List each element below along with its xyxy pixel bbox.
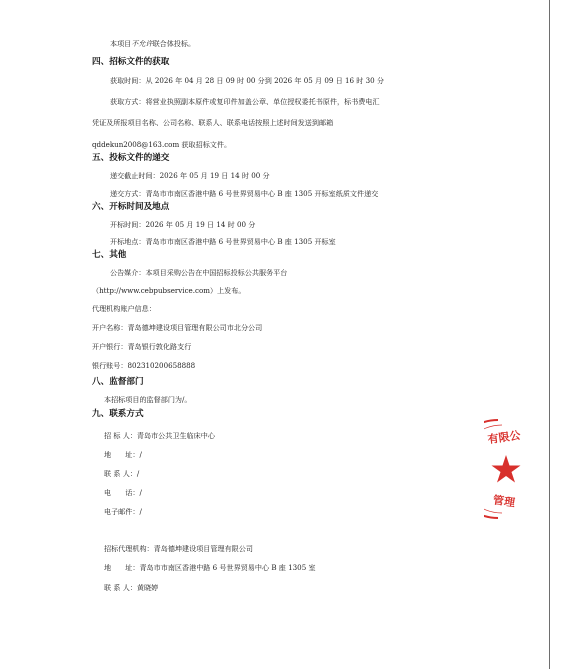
agency-line: 联 系 人：黄晓婷 xyxy=(104,583,159,592)
seal-text-top: 有限公 xyxy=(486,428,522,447)
contact-line: 电子邮件：/ xyxy=(104,507,142,516)
text-line: 开标时间：2026 年 05 月 19 日 14 时 00 分 xyxy=(110,220,256,229)
text-italic: 不允许 xyxy=(131,39,153,48)
text-line: 递交方式：青岛市市南区香港中路 6 号世界贸易中心 B 座 1305 开标室纸质文件递交 xyxy=(110,189,379,198)
text-line: （http://www.cebpubservice.com）上发布。 xyxy=(92,286,246,295)
red-seal-icon xyxy=(484,417,528,521)
text-line: 开户名称：青岛德坤建设项目管理有限公司市北分公司 xyxy=(92,323,263,332)
text-plain: 本项目 xyxy=(110,39,132,48)
text-line: 本招标项目的监督部门为/。 xyxy=(104,395,192,404)
text-line xyxy=(110,40,195,47)
contact-line: 电 话：/ xyxy=(104,488,142,497)
text-line: 公告媒介：本项目采购公告在中国招标投标公共服务平台 xyxy=(110,268,288,277)
text-line: 代理机构账户信息： xyxy=(92,304,156,313)
section-heading: 八、监督部门 xyxy=(92,377,144,387)
section-heading: 四、招标文件的获取 xyxy=(92,57,170,67)
contact-line: 地 址：/ xyxy=(104,450,142,459)
text-line: 获取时间：从 2026 年 04 月 28 日 09 时 00 分到 2026 年 05 月 09 日 16 时 30 分 xyxy=(110,76,385,85)
text-line: 凭证及所报项目名称、公司名称、联系人、联系电话按照上述时间发送到邮箱 xyxy=(92,118,334,127)
text-line: 开标地点：青岛市市南区香港中路 6 号世界贸易中心 B 座 1305 开标室 xyxy=(110,237,336,246)
text-line: 递交截止时间：2026 年 05 月 19 日 14 时 00 分 xyxy=(110,171,270,180)
agency-line: 招标代理机构：青岛德坤建设项目管理有限公司 xyxy=(104,544,253,553)
contact-line: 招 标 人：青岛市公共卫生临床中心 xyxy=(104,431,215,440)
section-heading: 五、投标文件的递交 xyxy=(92,153,170,163)
text-line: 开户银行：青岛银行敦化路支行 xyxy=(92,342,192,351)
text-plain: 联合体投标。 xyxy=(152,39,196,48)
page-edge-line xyxy=(549,0,550,669)
section-heading: 七、其他 xyxy=(92,250,127,260)
section-heading: 九、联系方式 xyxy=(92,409,144,419)
text-line: 获取方式：将营业执照副本原件或复印件加盖公章、单位授权委托书原件，标书费电汇 xyxy=(110,97,380,106)
section-heading: 六、开标时间及地点 xyxy=(92,202,170,212)
text-line: 银行账号：802310200658888 xyxy=(92,361,196,370)
text-line: qddekun2008@163.com 获取招标文件。 xyxy=(92,140,232,149)
seal-text-bottom: 管理 xyxy=(492,493,516,510)
agency-line: 地 址：青岛市市南区香港中路 6 号世界贸易中心 B 座 1305 室 xyxy=(104,563,316,572)
contact-line: 联 系 人：/ xyxy=(104,469,140,478)
